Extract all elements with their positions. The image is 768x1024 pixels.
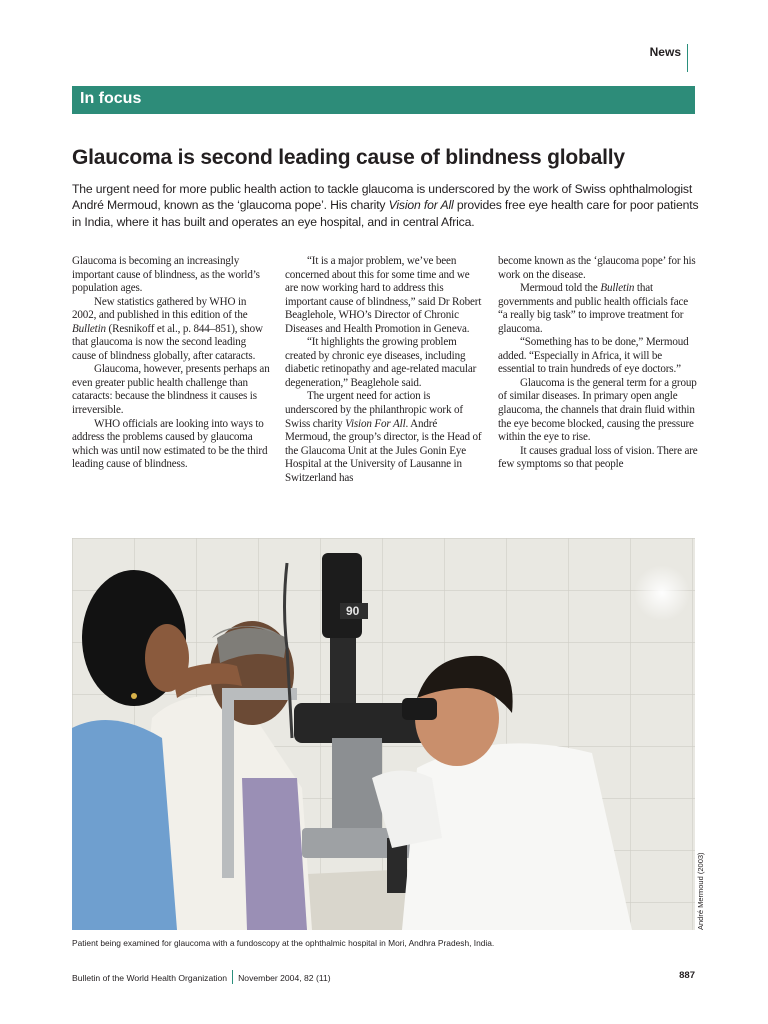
instrument-label: 90 [346,604,360,618]
paragraph-text: New statistics gathered by WHO in 2002, and published in this edition of the [72,295,248,322]
paragraph [285,390,485,485]
charity-name-italic: Vision For All [345,417,406,430]
journal-name-italic: Bulletin [72,322,106,335]
paragraph: Glaucoma, however, presents perhaps an even greater public health challenge than cataracts: because the blindness it causes is irreversible. [72,363,270,417]
photo-caption: Patient being examined for glaucoma with a fundoscopy at the ophthalmic hospital in Mori, Andhra Pradesh, India. [72,938,495,948]
article-photo [72,538,695,930]
paragraph-text: that governments and public health officials face “a really big task” to improve treatment for glaucoma. [498,282,689,335]
paragraph [498,282,698,336]
article-column-1 [72,255,272,472]
page-number: 887 [679,970,695,981]
journal-name: Bulletin of the World Health Organization [72,973,228,983]
paragraph-text: The urgent need for action is underscored by the philanthropic work of Swiss charity [285,390,463,430]
light-reflection [634,565,690,621]
photo-credit: André Mermoud (2003) [696,852,705,930]
footer-divider [232,970,233,984]
paragraph-text: . André Mermoud, the group’s director, is the Head of the Glaucoma Unit at the Jules Gonin Eye Hospital at the University of Lausanne in Switzerland has [285,417,482,484]
paragraph: “It is a major problem, we’ve been concerned about this for some time and we are now working hard to address this important cause of blindness,” said Dr Robert Beaglehole, WHO’s Director of Chronic Diseases and Health Promotion in Geneva. [285,255,482,335]
paragraph: Glaucoma is the general term for a group of similar diseases. In primary open angle glaucoma, the channels that drain fluid within the eye become blocked, causing the pressure within the eye to rise. [498,376,697,444]
article-title: Glaucoma is second leading cause of blindness globally [72,146,625,169]
paragraph-text: Mermoud told the [520,282,601,295]
page-footer [72,970,331,984]
in-focus-banner [72,86,695,114]
journal-name-italic: Bulletin [600,282,635,295]
paragraph: “Something has to be done,” Mermoud added. “Especially in Africa, it will be essential to train hundreds of eye doctors.” [498,336,689,376]
paragraph: become known as the ‘glaucoma pope’ for his work on the disease. [498,255,696,281]
paragraph: It causes gradual loss of vision. There are few symptoms so that people [498,444,698,471]
standfirst-italic: Vision for All [388,198,454,213]
paragraph [72,296,272,364]
banner-label: In focus [80,90,142,107]
article-standfirst [72,181,702,230]
section-label: News [650,44,688,72]
standfirst-text-2: provides free eye health care for poor patients in India, where it has built and operates an eye hospital, and in central Africa. [72,198,699,229]
paragraph: Glaucoma is becoming an increasingly important cause of blindness, as the world’s population ages. [72,255,260,295]
article-column-2 [285,255,485,485]
paragraph-text: (Resnikoff et al., p. 844–851), show that glaucoma is now the second leading cause of blindness globally, after cataracts. [72,322,263,362]
article-column-3 [498,255,698,472]
paragraph: WHO officials are looking into ways to address the problems caused by glaucoma which was until now estimated to be the third leading cause of blindness. [72,417,268,471]
paragraph: “It highlights the growing problem created by chronic eye diseases, including diabetic retinopathy and age-related macular degeneration,” Beaglehole said. [285,336,477,389]
standfirst-text-1: The urgent need for more public health action to tackle glaucoma is underscored by the work of Swiss ophthalmologist André Mermoud, known as the ‘glaucoma pope’. His charity [72,182,693,213]
issue-info: November 2004, 82 (11) [238,973,331,983]
